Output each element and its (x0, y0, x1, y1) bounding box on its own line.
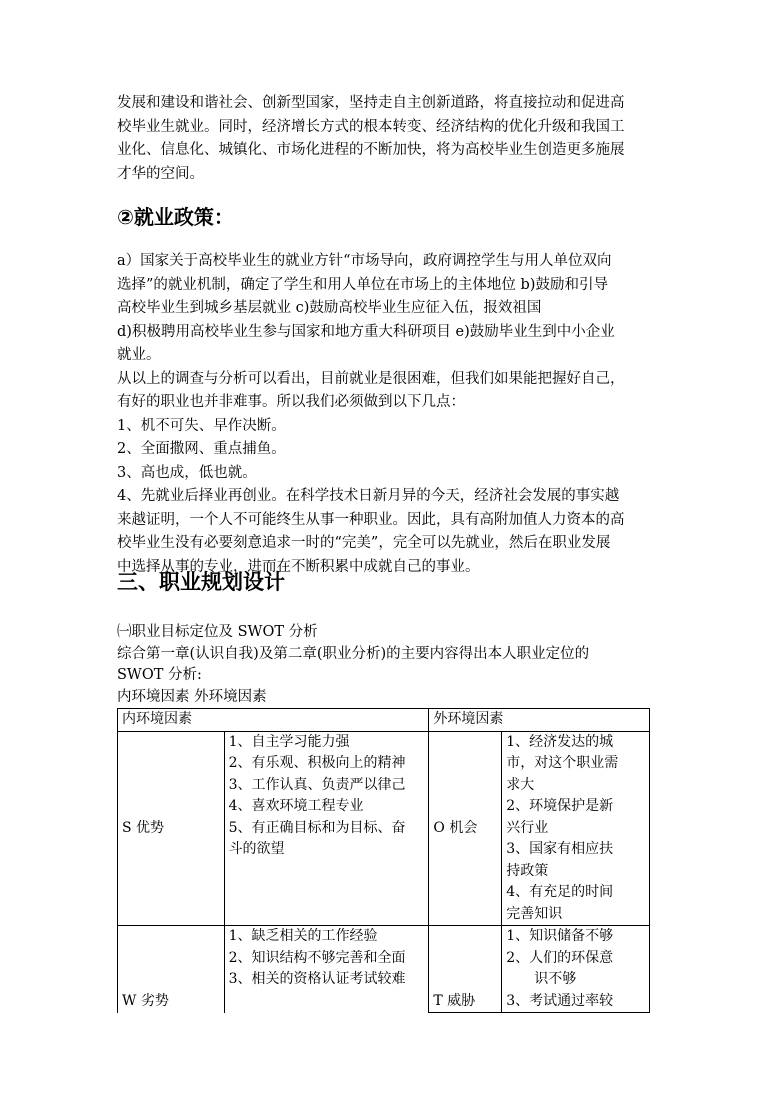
swot-intro-line: SWOT 分析: (117, 667, 202, 683)
header-internal-cell (118, 709, 429, 732)
t-label: T 威胁 (433, 992, 476, 1009)
o-item: 兴行业 (506, 819, 549, 836)
policy-line: d)积极聘用高校毕业生参与国家和地方重大科研项目 e)鼓励毕业生到中小企业 (117, 323, 615, 340)
t-item: 1、知识储备不够 (506, 928, 614, 944)
t-items-cell (502, 926, 650, 1013)
w-item: 1、缺乏相关的工作经验 (228, 928, 378, 944)
intro-line: 业化、信息化、城镇化、市场化进程的不断加快，将为高校毕业生创造更多施展 (117, 142, 625, 158)
intro-line: 发展和建设和谐社会、创新型国家，坚持走自主创新道路，将直接拉动和促进高 (117, 95, 625, 111)
o-item: 2、环境保护是新 (506, 798, 614, 814)
s-item: 斗的欲望 (228, 841, 285, 857)
o-item: 市，对这个职业需 (506, 755, 619, 771)
w-item: 2、知识结构不够完善和全面 (228, 949, 406, 966)
policy-line: 高校毕业生到城乡基层就业 c)鼓励高校毕业生应征入伍，报效祖国 (117, 300, 542, 316)
swot-intro-line: 内环境因素 外环境因素 (117, 688, 267, 705)
policy-line: 校毕业生没有必要刻意追求一时的“完美”，完全可以先就业，然后在职业发展 (117, 535, 611, 551)
table-header-row (118, 709, 650, 732)
t-item: 2、人们的环保意 (506, 949, 614, 966)
policy-line: 中选择从事的专业，进而在不断积累中成就自己的事业。 (117, 558, 480, 575)
o-item: 1、经济发达的城 (506, 733, 614, 750)
policy-heading: ②就业政策： (117, 205, 234, 229)
table-row-s-o (118, 731, 650, 926)
swot-intro-line: 综合第一章(认识自我)及第二章(职业分析)的主要内容得出本人职业定位的 (117, 645, 590, 662)
policy-line: 3、高也成，低也就。 (117, 464, 257, 481)
policy-line: 选择”的就业机制，确定了学生和用人单位在市场上的主体地位 b)鼓励和引导 (117, 276, 608, 293)
w-label: W 劣势 (122, 993, 169, 1009)
w-item: 3、相关的资格认证考试较难 (228, 971, 406, 987)
header-internal: 内环境因素 (122, 711, 192, 727)
swot-intro-line: ㈠职业目标定位及 SWOT 分析 (117, 624, 318, 640)
o-label: O 机会 (433, 819, 478, 836)
intro-line: 才华的空间。 (117, 165, 204, 182)
s-item: 4、喜欢环境工程专业 (228, 798, 364, 814)
s-label: S 优势 (122, 819, 165, 836)
s-label-cell (118, 731, 225, 926)
w-label-cell (118, 926, 225, 1013)
policy-line: 从以上的调查与分析可以看出，目前就业是很困难，但我们如果能把握好自己， (117, 370, 625, 387)
header-external-cell (429, 709, 650, 732)
t-item: 3、考试通过率较 (506, 992, 614, 1009)
policy-paragraph (117, 250, 662, 579)
o-items-cell (502, 731, 650, 926)
t-item: 识不够 (534, 971, 577, 987)
s-item: 3、工作认真、负责严以律己 (228, 776, 406, 793)
policy-line: 有好的职业也并非难事。所以我们必须做到以下几点： (117, 394, 465, 410)
intro-line: 校毕业生就业。同时，经济增长方式的根本转变、经济结构的优化升级和我国工 (117, 118, 625, 135)
o-item: 完善知识 (506, 905, 563, 922)
o-item: 求大 (506, 776, 535, 793)
policy-line: 1、机不可失、早作决断。 (117, 417, 286, 434)
t-label-cell (429, 926, 502, 1013)
s-items-cell (224, 731, 429, 926)
policy-line: 就业。 (117, 347, 161, 363)
o-label-cell (429, 731, 502, 926)
policy-line: 2、全面撒网、重点捕鱼。 (117, 441, 286, 457)
s-item: 1、自主学习能力强 (228, 733, 350, 750)
table-row-w-t (118, 926, 650, 1013)
header-external: 外环境因素 (433, 711, 504, 727)
s-item: 5、有正确目标和为目标、奋 (228, 819, 406, 836)
intro-paragraph (117, 92, 662, 186)
swot-intro (117, 622, 662, 708)
o-item: 4、有充足的时间 (506, 884, 614, 900)
swot-table (117, 708, 650, 1013)
policy-line: a）国家关于高校毕业生的就业方针“市场导向，政府调控学生与用人单位双向 (117, 253, 612, 269)
o-item: 3、国家有相应扶 (506, 841, 614, 857)
w-items-cell (224, 926, 429, 1013)
o-item: 持政策 (506, 862, 549, 879)
s-item: 2、有乐观、积极向上的精神 (228, 755, 406, 771)
policy-line: 4、先就业后择业再创业。在科学技术日新月异的今天，经济社会发展的事实越 (117, 488, 620, 504)
policy-line: 来越证明，一个人不可能终生从事一种职业。因此，具有高附加值人力资本的高 (117, 511, 625, 528)
section-heading: 三、职业规划设计 (117, 570, 285, 594)
